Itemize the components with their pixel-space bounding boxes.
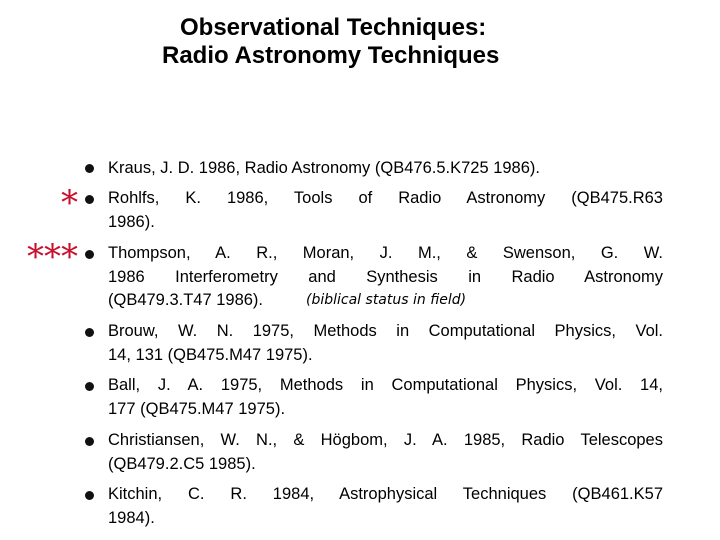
reference-line: Ball, J. A. 1975, Methods in Computational Physics, Vol. 14,	[108, 376, 663, 394]
reference-line: 177 (QB475.M47 1975).	[108, 399, 286, 418]
reference-line: Brouw, W. N. 1975, Methods in Computational Physics, Vol.	[108, 322, 663, 340]
reference-line: 1986).	[108, 212, 155, 231]
reference-item-kitchin	[108, 483, 663, 530]
reference-item-kraus	[108, 157, 663, 181]
bullet-icon	[85, 328, 94, 337]
reference-line: Kraus, J. D. 1986, Radio Astronomy (QB476.5.K725 1986).	[108, 159, 540, 177]
reference-item-rohlfs	[108, 187, 663, 234]
reference-line: Thompson, A. R., Moran, J. M., & Swenson, G. W.	[108, 244, 663, 262]
reference-item-christiansen	[108, 429, 663, 476]
bullet-icon	[85, 491, 94, 500]
title-line-1: Observational Techniques:	[180, 14, 487, 41]
bullet-icon	[85, 250, 94, 259]
reference-item-brouw	[108, 320, 663, 367]
triple-star-annotation: ***	[27, 237, 78, 277]
reference-line: 1986 Interferometry and Synthesis in Radio Astronomy	[108, 267, 663, 286]
bullet-icon	[85, 437, 94, 446]
reference-line: 1984).	[108, 508, 155, 527]
reference-line: (QB479.3.T47 1986).	[108, 291, 264, 309]
biblical-status-note: (biblical status in field)	[306, 292, 467, 308]
reference-item-ball	[108, 374, 663, 421]
reference-line: Kitchin, C. R. 1984, Astrophysical Techniques (QB461.K57	[108, 485, 663, 503]
bullet-icon	[85, 195, 94, 204]
single-star-annotation: *	[61, 183, 78, 223]
reference-line: 14, 131 (QB475.M47 1975).	[108, 345, 313, 364]
reference-line: (QB479.2.C5 1985).	[108, 454, 256, 473]
reference-line: Rohlfs, K. 1986, Tools of Radio Astronomy (QB475.R63	[108, 189, 663, 207]
reference-line: Christiansen, W. N., & Högbom, J. A. 1985, Radio Telescopes	[108, 431, 663, 449]
title-line-2: Radio Astronomy Techniques	[162, 42, 500, 69]
bullet-icon	[85, 382, 94, 391]
bullet-icon	[85, 164, 94, 173]
